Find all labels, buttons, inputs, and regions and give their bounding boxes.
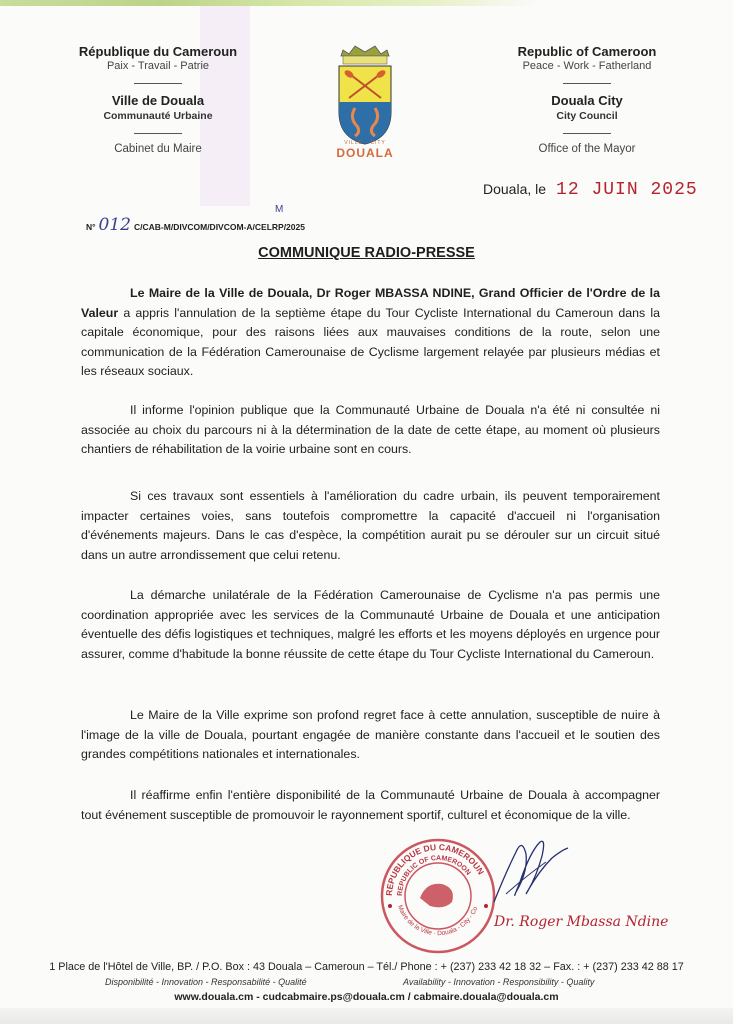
paper-bottom-shadow: [0, 1008, 733, 1024]
paragraph-1-bold: Le Maire de la Ville de Douala, Dr Roger MBASSA NDINE, Grand Officier de l'Ordre de la Valeur: [81, 286, 660, 320]
document-title: COMMUNIQUE RADIO-PRESSE: [258, 245, 475, 261]
paragraph-4: [81, 586, 660, 664]
date-stamp: 12 JUIN 2025: [556, 180, 698, 200]
handwritten-annotation: M: [275, 204, 284, 215]
seal-text-bottom: Maire de la Ville · Douala - City - Co: [396, 904, 480, 938]
paragraph-1-text: a appris l'annulation de la septième étape du Tour Cycliste International du Cameroun dans la capitale économique, pour des raisons liées aux mauvaises conditions de la route, selon une communication de la Fédération Camerounaise de Cyclisme largement relayée par plusieurs médias et les réseaux sociaux.: [81, 305, 660, 378]
city-name-en: Douala City: [551, 93, 623, 108]
country-name-en: Republic of Cameroon: [517, 44, 657, 59]
paragraph-2: [81, 401, 660, 460]
divider: [563, 83, 611, 84]
paragraph-6: [81, 786, 660, 825]
official-seal-stamp-icon: [378, 836, 498, 956]
header-left-french: [58, 44, 258, 155]
office-name-fr: Cabinet du Maire: [114, 143, 202, 155]
city-name-fr: Ville de Douala: [111, 93, 205, 108]
seal-text-en: REPUBLIC OF CAMEROON: [396, 854, 472, 897]
signature-icon: [486, 832, 576, 912]
office-name-en: Office of the Mayor: [538, 143, 636, 155]
paragraph-1: [81, 284, 660, 382]
header-right-english: [482, 44, 692, 155]
divider: [134, 133, 182, 134]
paragraph-3-text: Si ces travaux sont essentiels à l'amélioration du cadre urbain, ils peuvent temporairement impacter certaines voies, sans toutefois compromettre la capacité d'accueil ni l'organisation d'événements majeurs. Dans le cas d'espèce, la compétition aurait pu se dérouler sur un circuit situé dans un autre arrondissement que celui retenu.: [81, 489, 660, 562]
divider: [134, 83, 182, 84]
country-name-fr: République du Cameroun: [78, 44, 238, 59]
crest-label: DOUALA: [336, 146, 394, 160]
divider: [563, 133, 611, 134]
footer-contact-links[interactable]: www.douala.cm - cudcabmaire.ps@douala.cm / cabmaire.douala@douala.cm: [174, 991, 559, 1003]
seal-text-fr: REPUBLIQUE DU CAMEROUN: [383, 841, 487, 897]
date-prefix: Douala, le: [483, 181, 547, 197]
paragraph-5-text: Le Maire de la Ville exprime son profond regret face à cette annulation, susceptible de nuire à l'image de la ville de Douala, pourtant engagée de manière constante dans l'accueil et le soutien des grandes compétitions nationales et internationales.: [81, 708, 660, 761]
handwritten-number: 012: [98, 215, 131, 235]
reference-code: C/CAB-M/DIVCOM/DIVCOM-A/CELRP/2025: [134, 222, 305, 232]
reference-number: [86, 204, 305, 235]
council-name-fr: Communauté Urbaine: [103, 110, 213, 122]
council-name-en: City Council: [556, 110, 618, 122]
document-date: [483, 180, 698, 200]
paragraph-2-text: Il informe l'opinion publique que la Communauté Urbaine de Douala n'a été ni consultée ni associée au choix du parcours ni à la détermination de la date de cette étape, au moment où plusieurs chantiers de réhabilitation de la voirie urbaine sont en cours.: [81, 403, 660, 456]
reference-prefix: N°: [86, 222, 96, 232]
motto-fr: Paix - Travail - Patrie: [106, 60, 210, 72]
values-en: Availability - Innovation - Responsibility - Quality: [403, 977, 595, 987]
crest-motto: VILLE · CITY: [344, 140, 386, 146]
paragraph-5: [81, 706, 660, 765]
paragraph-6-text: Il réaffirme enfin l'entière disponibilité de la Communauté Urbaine de Douala à accompagner tout événement susceptible de promouvoir le rayonnement sportif, culturel et économique de la ville.: [81, 788, 660, 822]
paragraph-3: [81, 487, 660, 565]
paragraph-4-text: La démarche unilatérale de la Fédération Camerounaise de Cyclisme n'a pas permis une coordination appropriée avec les services de la Communauté Urbaine de Douala et une anticipation éventuelle des défis logistiques et techniques, malgré les efforts et les moyens déployés en urgence pour assurer, comme d'habitude la bonne réussite de cette étape du Tour Cycliste International du Cameroun.: [81, 588, 660, 661]
top-edge-strip: [0, 0, 540, 6]
signatory-name: Dr. Roger Mbassa Ndine: [494, 914, 669, 930]
values-fr: Disponibilité - Innovation - Responsabilité - Qualité: [105, 977, 307, 987]
footer-address: 1 Place de l'Hôtel de Ville, BP. / P.O. Box : 43 Douala – Cameroun – Tél./ Phone : + (237) 233 42 18 32 – Fax. : + (237) 233 42 88 17: [49, 961, 684, 973]
motto-en: Peace - Work - Fatherland: [522, 60, 652, 72]
